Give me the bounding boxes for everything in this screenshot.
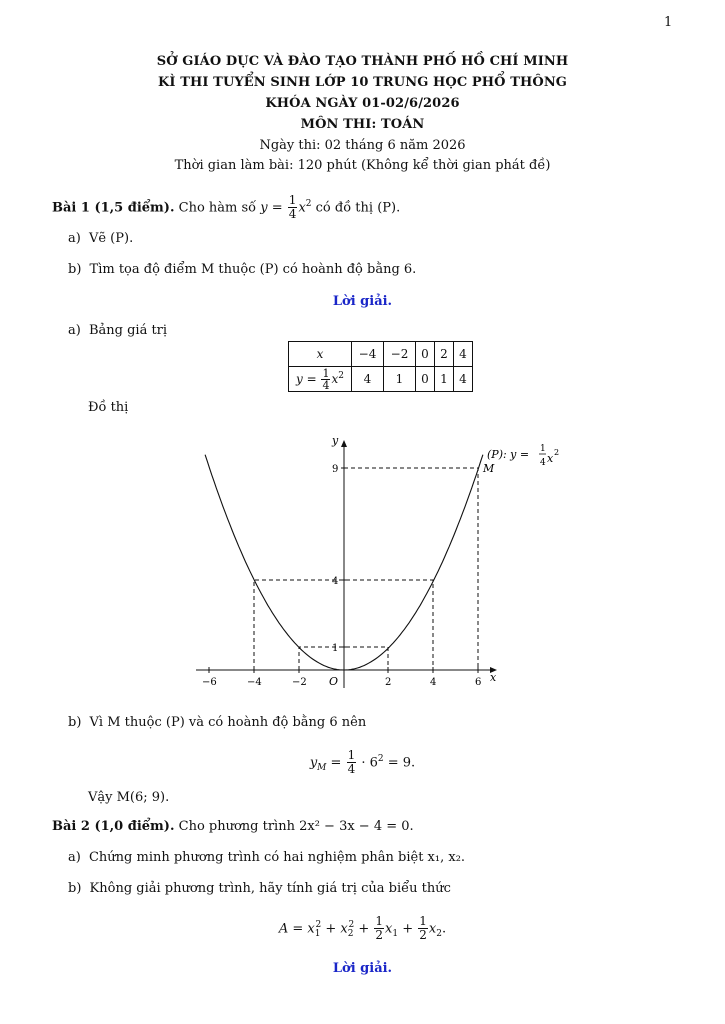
- bai2-solution-label: Lời giải.: [332, 961, 393, 976]
- bai1-solution-label: Lời giải.: [332, 294, 393, 309]
- curve-label-frac-den: 4: [540, 458, 546, 468]
- y-tick-label: 9: [332, 464, 339, 475]
- origin-label: O: [329, 675, 339, 688]
- header-line-4: MÔN THI: TOÁN: [300, 117, 425, 132]
- y-tick-label: 1: [332, 643, 339, 654]
- bai1-sol-a-text: Bảng giá trị: [88, 323, 168, 338]
- header-line-2: KÌ THI TUYỂN SINH LỚP 10 TRUNG HỌC PHỔ THÔNG: [158, 75, 567, 90]
- bai1-sol-b-text: Vì M thuộc (P) và có hoành độ bằng 6 nên: [89, 715, 367, 730]
- table-cell: 1: [384, 367, 416, 392]
- table-cell: 4: [454, 342, 473, 367]
- table-cell: −4: [352, 342, 384, 367]
- table-cell: 4: [352, 367, 384, 392]
- bai2-a: [68, 850, 465, 865]
- bai1-intro-a: Cho hàm số: [178, 200, 257, 216]
- y-axis-label: y: [332, 434, 339, 447]
- y-axis-arrow-icon: [341, 440, 347, 447]
- curve-label: (P): y =: [487, 448, 530, 461]
- bai1-a-label: a): [68, 231, 81, 246]
- bai1-sol-b: [68, 715, 366, 730]
- bai1-sol-b-label: b): [68, 715, 82, 730]
- y-tick-label: 4: [332, 576, 339, 587]
- curve-label-exp: 2: [554, 448, 560, 457]
- bai2-label: Bài 2 (1,0 điểm).: [52, 819, 175, 834]
- table-cell: 0: [416, 367, 435, 392]
- exam-date: Ngày thi: 02 tháng 6 năm 2026: [259, 138, 466, 153]
- table-cell: 1: [435, 367, 454, 392]
- curve-label-frac-num: 1: [540, 444, 546, 454]
- x-tick-label: −2: [292, 677, 307, 688]
- table-cell: 2: [435, 342, 454, 367]
- x-tick-label: −6: [202, 677, 217, 688]
- bai2-b: [68, 881, 451, 896]
- bai1-conclusion: Vậy M(6; 9).: [88, 790, 170, 805]
- bai2-b-label: b): [68, 881, 82, 896]
- x-tick-label: 2: [385, 677, 392, 688]
- bai1-b-text: Tìm tọa độ điểm M thuộc (P) có hoành độ bằng 6.: [89, 262, 417, 277]
- bai2-intro: [52, 819, 414, 834]
- table-cell: 0: [416, 342, 435, 367]
- bai1-label: Bài 1 (1,5 điểm).: [52, 200, 175, 216]
- curve-label-x: x: [547, 452, 554, 465]
- bai1-b-label: b): [68, 262, 82, 277]
- bai1-intro-b: có đồ thị (P).: [315, 200, 401, 216]
- table-cell: −2: [384, 342, 416, 367]
- table-cell: 4: [454, 367, 473, 392]
- x-tick-label: 4: [430, 677, 437, 688]
- page-number: 1: [664, 15, 673, 30]
- point-label: M: [483, 462, 495, 475]
- x-tick-label: −4: [247, 677, 262, 688]
- bai1-intro: Bài 1 (1,5 điểm). Cho hàm số y = $\frac{1}{4}$ $x^2$ có đồ thị (P).: [52, 193, 401, 222]
- bai2-intro-text: Cho phương trình 2x² − 3x − 4 = 0.: [178, 819, 414, 834]
- guide-m: [344, 468, 478, 670]
- bai2-b-text: Không giải phương trình, hãy tính giá trị của biểu thức: [89, 881, 451, 896]
- graph-label: Đồ thị: [88, 400, 129, 415]
- equation-ym: $y_M$ = $\frac{1}{4}$ · $6^2 = 9$.: [309, 748, 416, 777]
- table-y-header: y = $\frac{1}{4}$ $x^2$: [289, 367, 352, 392]
- x-tick-label: 6: [475, 677, 482, 688]
- table-x-header: x: [289, 342, 352, 367]
- header-line-3: KHÓA NGÀY 01-02/6/2026: [265, 96, 460, 111]
- bai2-a-label: a): [68, 850, 81, 865]
- equation-a: $A = x_1^2 + x_2^2$ + $\frac{1}{2}$ $x_1$ + $\frac{1}{2}$ $x_2$.: [278, 914, 447, 943]
- bai1-a-text: Vẽ (P).: [88, 231, 134, 246]
- x-axis-label: x: [490, 671, 497, 684]
- exam-duration: Thời gian làm bài: 120 phút (Không kể thời gian phát đề): [174, 158, 551, 173]
- bai2-a-text: Chứng minh phương trình có hai nghiệm phân biệt x₁, x₂.: [88, 850, 466, 865]
- bai1-sol-a-label: a): [68, 323, 81, 338]
- header-line-1: SỞ GIÁO DỤC VÀ ĐÀO TẠO THÀNH PHỐ HỒ CHÍ MINH: [156, 54, 569, 69]
